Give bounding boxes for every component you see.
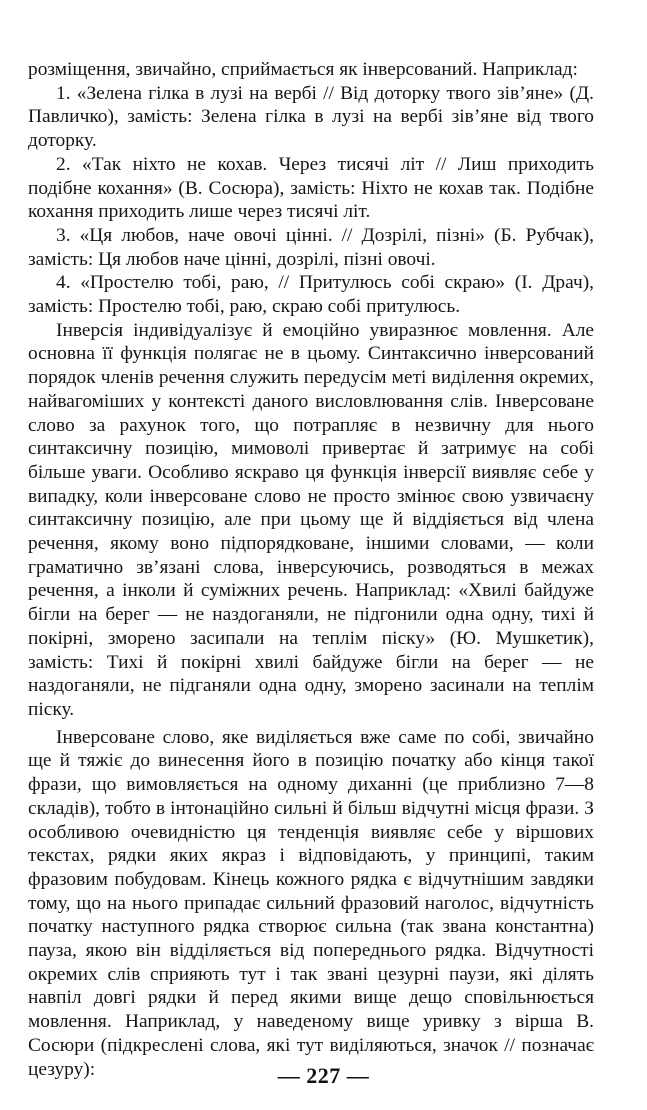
page-number: — 227 — (277, 1063, 370, 1088)
paragraph-inversion-function: Інверсія індивідуалізує й емоційно увиразнює мовлення. Але основна її функція полягає не в цьому. Синтаксично інверсований порядок членів речення служить передусім меті виділення окремих, найвагоміших у контексті даного висловлювання слів. Інверсоване слово за рахунок того, що потрапляє в незвичну для нього синтаксичну позицію, мимоволі привертає й затримує на собі більше уваги. Особливо яскраво ця функція інверсії виявляє себе у випадку, коли інверсоване слово не просто змінює свою узвичаєну синтаксичну позицію, але при цьому ще й віддіяється від члена речення, якому воно підпорядковане, іншими словами, — коли граматично зв’язані слова, інверсуючись, розводяться в межах речення, а інколи й суміжних речень. Наприклад: «Хвилі байдуже бігли на берег — не наздоганяли, не підгонили одна одну, тихі й покірні, зморено засипали на теплім піску» (Ю. Мушкетик), замість: Тихі й покірні хвилі байдуже бігли на берег — не наздоганяли, не підганяли одна одну, зморено засинали на теплім піску. (28, 319, 594, 720)
example-4: 4. «Простелю тобі, раю, // Притулюсь собі скраю» (І. Драч), замість: Простелю тобі, раю, скраю собі притулюсь. (28, 272, 594, 318)
paragraph-continuation: розміщення, звичайно, сприймається як інверсований. Наприклад: (28, 59, 578, 80)
example-1: 1. «Зелена гілка в лузі на вербі // Від доторку твого зів’яне» (Д. Павличко), замість: Зелена гілка в лузі на вербі зів’яне від твого доторку. (28, 82, 594, 152)
paragraph-inversion-position: Інверсоване слово, яке виділяється вже саме по собі, звичайно ще й тяжіє до винесення його в позицію початку або кінця такої фрази, що вимовляється на одному диханні (це приблизно 7—8 складів), тобто в інтонаційно сильні й більш відчутні місця фрази. З особливою очевидністю ця тенденція виявляє себе у віршових текстах, рядки яких якраз і відповідають, у принципі, таким фразовим побудовам. Кінець кожного рядка є відчутнішим завдяки тому, що на нього припадає сильний фразовий наголос, відчутність початку наступного рядка створює сильна (так звана константна) пауза, якою він відділяється від попереднього рядка. Відчутності окремих слів сприяють тут і так звані цезурні паузи, які ділять навпіл довгі рядки й перед якими вище дещо сповільнюється мовлення. Наприклад, у наведеному вище уривку з вірша В. Сосюри (підкреслені слова, які тут виділяються, значок // позначає цезуру): (28, 726, 594, 1080)
example-3: 3. «Ця любов, наче овочі цінні. // Дозрілі, пізні» (Б. Рубчак), замість: Ця любов наче цінні, дозрілі, пізні овочі. (28, 224, 594, 270)
example-2: 2. «Так ніхто не кохав. Через тисячі літ // Лиш приходить подібне кохання» (В. Сосюра), замість: Ніхто не кохав так. Подібне кохання приходить лише через тисячі літ. (28, 153, 594, 223)
page-body (28, 58, 594, 1081)
